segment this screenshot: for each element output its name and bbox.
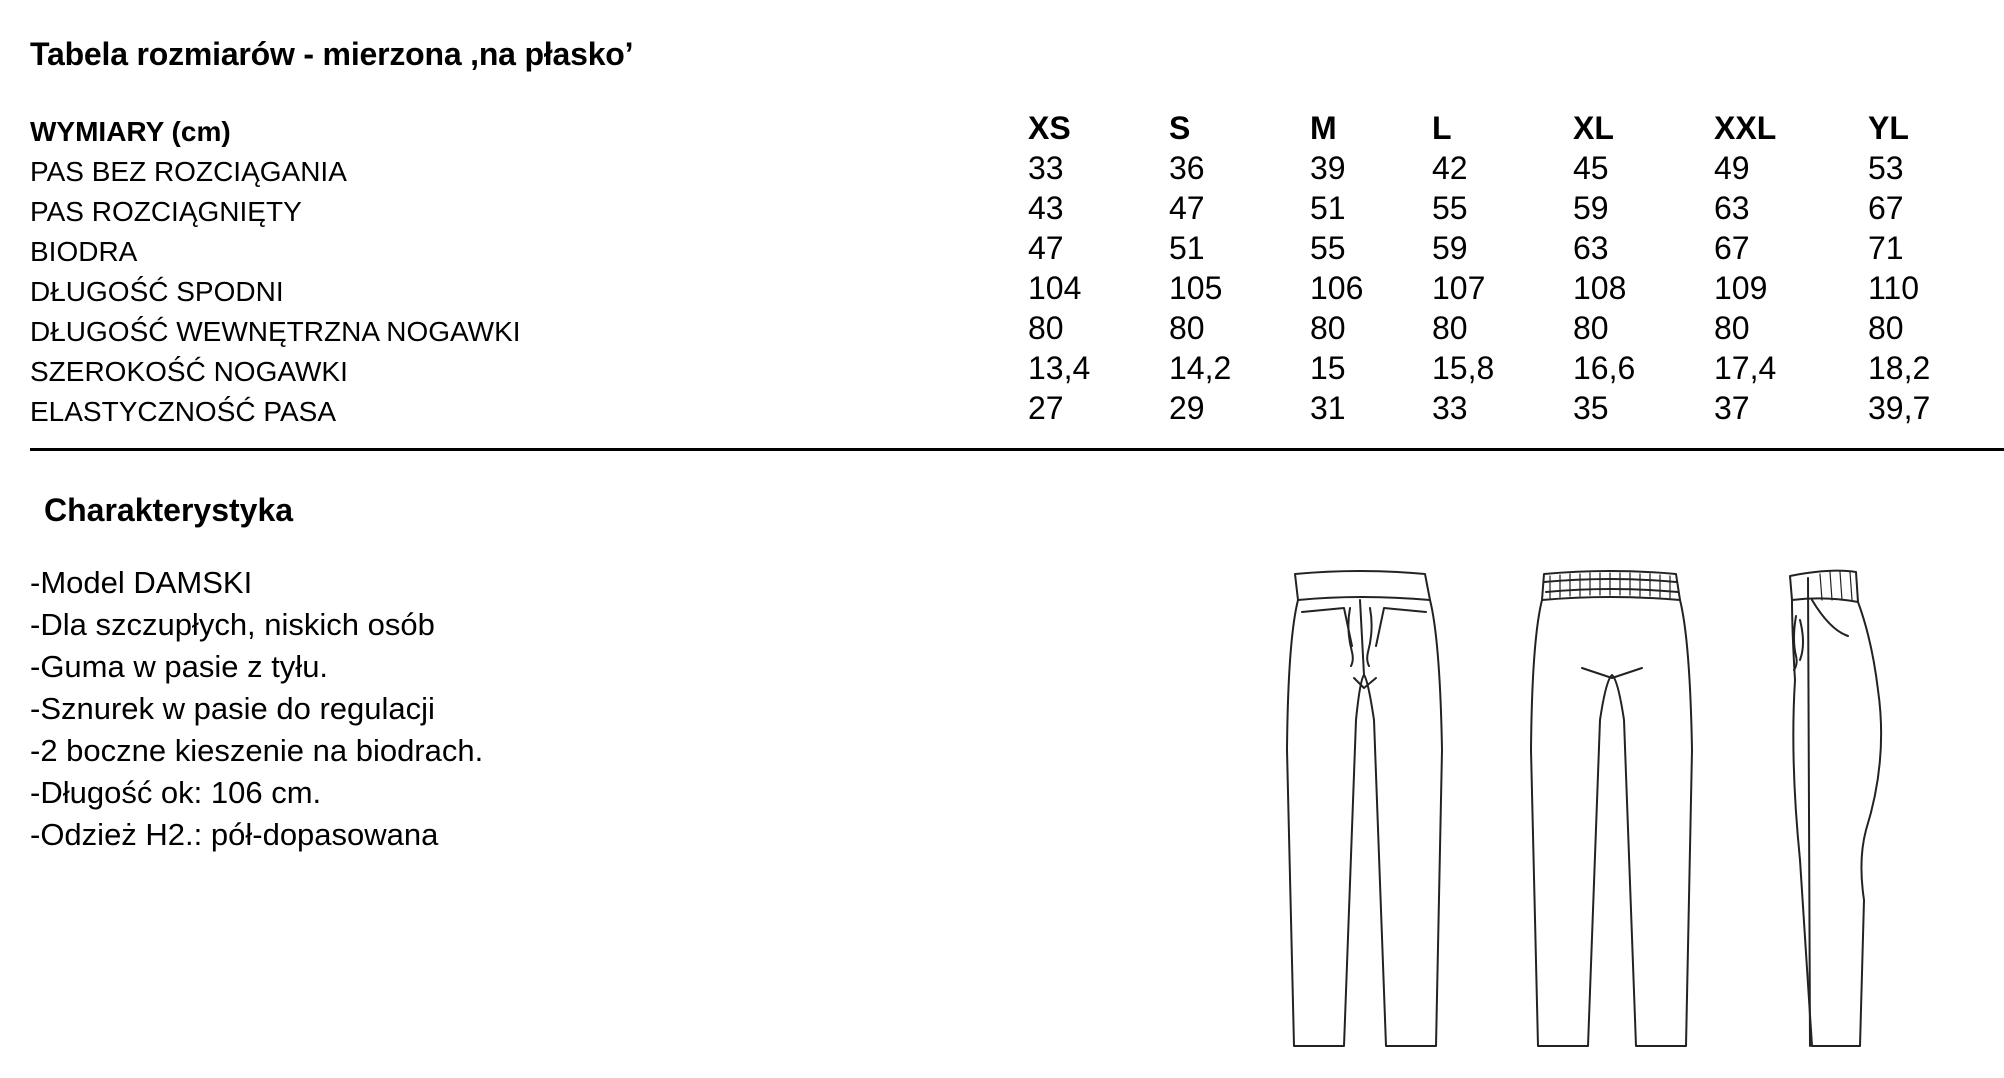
- size-header: M: [1310, 110, 1337, 146]
- table-cell: 37: [1714, 390, 1750, 426]
- table-cell: 80: [1714, 310, 1750, 346]
- table-cell: 42: [1432, 150, 1468, 186]
- table-row: [30, 190, 2004, 230]
- row-label: ELASTYCZNOŚĆ PASA: [30, 396, 337, 427]
- table-cell: 59: [1432, 230, 1468, 266]
- header-label: WYMIARY (cm): [30, 116, 231, 147]
- table-cell: 33: [1028, 150, 1064, 186]
- table-row: [30, 390, 2004, 430]
- table-row: [30, 150, 2004, 190]
- table-cell: 110: [1868, 270, 1920, 306]
- characteristics-list: [30, 562, 483, 856]
- table-cell: 16,6: [1573, 350, 1636, 386]
- size-header: YL: [1868, 110, 1909, 146]
- table-cell: 29: [1169, 390, 1205, 426]
- table-cell: 55: [1432, 190, 1468, 226]
- table-cell: 109: [1714, 270, 1768, 306]
- table-cell: 59: [1573, 190, 1609, 226]
- table-cell: 80: [1310, 310, 1346, 346]
- table-cell: 13,4: [1028, 350, 1091, 386]
- list-item: -Guma w pasie z tyłu.: [30, 649, 329, 684]
- table-cell: 31: [1310, 390, 1346, 426]
- table-cell: 80: [1028, 310, 1064, 346]
- table-cell: 51: [1169, 230, 1205, 266]
- row-label: DŁUGOŚĆ SPODNI: [30, 276, 284, 307]
- list-item: -Sznurek w pasie do regulacji: [30, 691, 435, 726]
- table-cell: 80: [1432, 310, 1468, 346]
- table-cell: 105: [1169, 270, 1223, 306]
- size-header: XXL: [1714, 110, 1777, 146]
- table-cell: 14,2: [1169, 350, 1232, 386]
- table-cell: 80: [1169, 310, 1205, 346]
- table-cell: 36: [1169, 150, 1205, 186]
- table-cell: 51: [1310, 190, 1346, 226]
- list-item: -Dla szczupłych, niskich osób: [30, 607, 435, 642]
- row-label: PAS BEZ ROZCIĄGANIA: [30, 156, 347, 187]
- row-label: SZEROKOŚĆ NOGAWKI: [30, 356, 348, 387]
- table-cell: 39,7: [1868, 390, 1931, 426]
- size-header: L: [1432, 110, 1452, 146]
- table-cell: 67: [1868, 190, 1904, 226]
- table-cell: 39: [1310, 150, 1346, 186]
- table-cell: 63: [1573, 230, 1609, 266]
- table-row: [30, 310, 2004, 350]
- table-cell: 47: [1028, 230, 1064, 266]
- size-table-header: [30, 110, 2004, 150]
- size-header: XL: [1573, 110, 1614, 146]
- row-label: PAS ROZCIĄGNIĘTY: [30, 196, 302, 227]
- table-cell: 18,2: [1868, 350, 1931, 386]
- table-cell: 107: [1432, 270, 1486, 306]
- row-label: DŁUGOŚĆ WEWNĘTRZNA NOGAWKI: [30, 316, 521, 347]
- table-cell: 43: [1028, 190, 1064, 226]
- trousers-front-drawing: [1287, 571, 1442, 1046]
- list-item: -Model DAMSKI: [30, 565, 253, 600]
- table-cell: 27: [1028, 390, 1064, 426]
- table-cell: 108: [1573, 270, 1627, 306]
- table-cell: 55: [1310, 230, 1346, 266]
- table-cell: 15: [1310, 350, 1346, 386]
- trousers-side-drawing: [1790, 571, 1881, 1046]
- table-cell: 80: [1573, 310, 1609, 346]
- size-header: S: [1169, 110, 1191, 146]
- list-item: -Długość ok: 106 cm.: [30, 775, 322, 810]
- table-cell: 63: [1714, 190, 1750, 226]
- trousers-illustration: [1260, 560, 1980, 1060]
- table-row: [30, 230, 2004, 270]
- table-cell: 71: [1868, 230, 1904, 266]
- size-header: XS: [1028, 110, 1071, 146]
- page-title: Tabela rozmiarów - mierzona ,na płasko’: [30, 36, 634, 72]
- list-item: -Odzież H2.: pół-dopasowana: [30, 817, 439, 852]
- table-cell: 33: [1432, 390, 1468, 426]
- table-cell: 47: [1169, 190, 1205, 226]
- table-cell: 15,8: [1432, 350, 1495, 386]
- table-cell: 67: [1714, 230, 1750, 266]
- row-label: BIODRA: [30, 236, 138, 267]
- table-row: [30, 350, 2004, 390]
- table-cell: 80: [1868, 310, 1904, 346]
- list-item: -2 boczne kieszenie na biodrach.: [30, 733, 484, 768]
- table-cell: 53: [1868, 150, 1904, 186]
- table-cell: 106: [1310, 270, 1364, 306]
- section-divider: [30, 448, 2004, 451]
- table-cell: 45: [1573, 150, 1609, 186]
- table-cell: 49: [1714, 150, 1750, 186]
- table-cell: 17,4: [1714, 350, 1777, 386]
- table-cell: 35: [1573, 390, 1609, 426]
- table-row: [30, 270, 2004, 310]
- trousers-back-drawing: [1531, 571, 1692, 1046]
- characteristics-title: Charakterystyka: [44, 492, 294, 528]
- table-cell: 104: [1028, 270, 1082, 306]
